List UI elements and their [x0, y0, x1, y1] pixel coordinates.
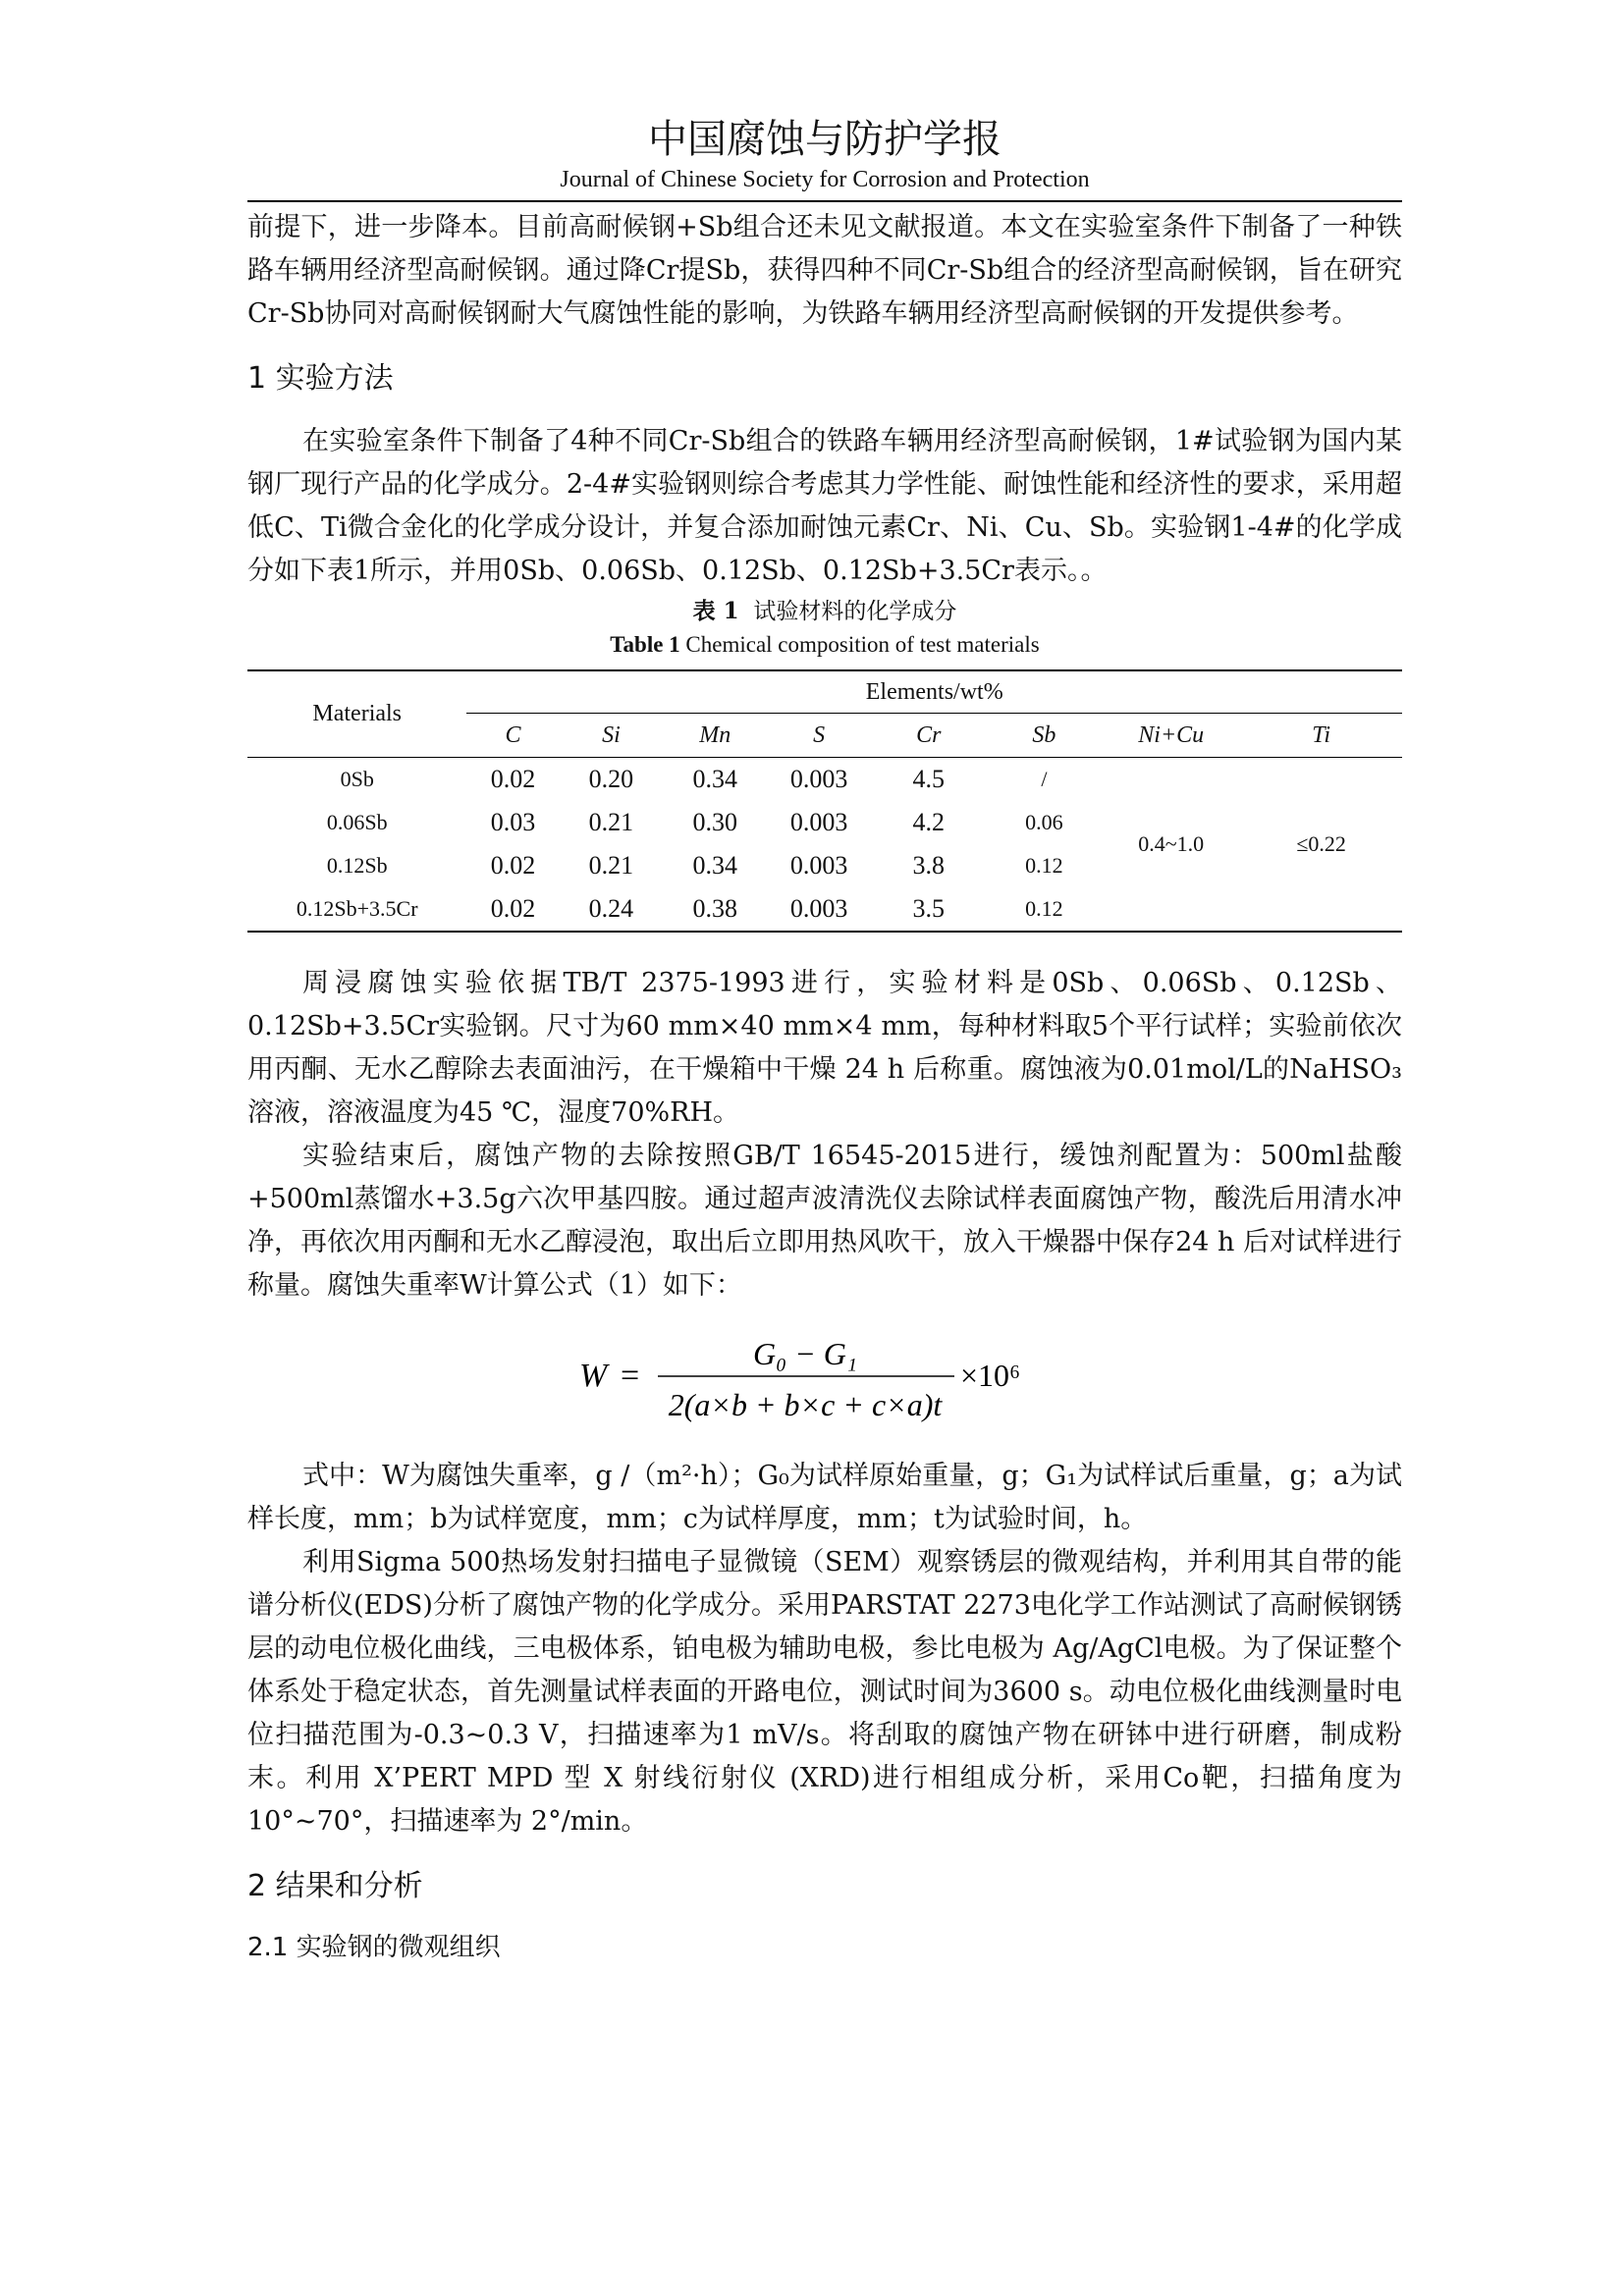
- cell-sb: 0.12: [1025, 853, 1063, 878]
- table-row: [247, 758, 1402, 802]
- col-header-si: Si: [560, 714, 664, 758]
- elements-header: Elements/wt%: [466, 670, 1402, 714]
- page: [247, 110, 1402, 1967]
- cell-c: 0.02: [466, 887, 559, 932]
- table-1-title-en: Chemical composition of test materials: [685, 632, 1040, 657]
- section-1-para-2: 周浸腐蚀实验依据TB/T 2375-1993进行，实验材料是0Sb、0.06Sb、0.12Sb、0.12Sb+3.5Cr实验钢。尺寸为60 mm×40 mm×4 mm，每种材料取5个平行试样；实验前依次用丙酮、无水乙醇除去表面油污，在干燥箱中干燥 24 h 后称重。腐蚀液为0.01mol/L的NaHSO₃溶液，溶液温度为45 ℃，湿度70%RH。: [247, 968, 1402, 1128]
- cell-si: 0.21: [588, 808, 634, 836]
- col-header-s: S: [767, 714, 871, 758]
- cell-mn: 0.34: [692, 765, 737, 793]
- journal-title-en: Journal of Chinese Society for Corrosion and Protection: [560, 167, 1090, 192]
- cell-cr: 4.2: [912, 808, 946, 836]
- intro-paragraph: 前提下，进一步降本。目前高耐候钢+Sb组合还未见文献报道。本文在实验室条件下制备了一种铁路车辆用经济型高耐候钢。通过降Cr提Sb，获得四种不同Cr-Sb组合的经济型高耐候钢，旨在研究Cr-Sb协同对高耐候钢耐大气腐蚀性能的影响，为铁路车辆用经济型高耐候钢的开发提供参考。: [247, 212, 1402, 329]
- cell-material: 0.12Sb: [326, 853, 388, 878]
- formula-lhs: W: [579, 1358, 608, 1394]
- table-1-title-cn: 试验材料的化学成分: [753, 599, 957, 624]
- col-header-sb: Sb: [987, 714, 1103, 758]
- cell-material: 0.12Sb+3.5Cr: [247, 887, 466, 932]
- col-header-ti: Ti: [1240, 714, 1402, 758]
- formula-factor: ×10⁶: [960, 1358, 1021, 1393]
- cell-s: 0.003: [767, 887, 871, 932]
- cell-sb: 0.06: [1025, 810, 1063, 834]
- section-1-para-5: 利用Sigma 500热场发射扫描电子显微镜（SEM）观察锈层的微观结构，并利用其自带的能谱分析仪(EDS)分析了腐蚀产物的化学成分。采用PARSTAT 2273电化学工作站测试了高耐候钢锈层的动电位极化曲线，三电极体系，铂电极为辅助电极，参比电极为 Ag/AgCl电极。为了保证整个体系处于稳定状态，首先测量试样表面的开路电位，测试时间为3600 s。动电位极化曲线测量时电位扫描范围为-0.3~0.3 V，扫描速率为1 mV/s。将刮取的腐蚀产物在研钵中进行研磨，制成粉末。利用 X’PERT MPD 型 X 射线衍射仪 (XRD)进行相组成分析，采用Co靶，扫描角度为 10°~70°，扫描速率为 2°/min。: [247, 1547, 1402, 1837]
- section-1-para-3: 实验结束后，腐蚀产物的去除按照GB/T 16545-2015进行，缓蚀剂配置为：500ml盐酸+500ml蒸馏水+3.5g六次甲基四胺。通过超声波清洗仪去除试样表面腐蚀产物，酸洗后用清水冲净，再依次用丙酮和无水乙醇浸泡，取出后立即用热风吹干，放入干燥器中保存24 h 后对试样进行称量。腐蚀失重率W计算公式（1）如下：: [247, 1141, 1402, 1301]
- cell-s: 0.003: [789, 808, 848, 836]
- section-1-para-1: 在实验室条件下制备了4种不同Cr-Sb组合的铁路车辆用经济型高耐候钢，1#试验钢为国内某钢厂现行产品的化学成分。2-4#实验钢则综合考虑其力学性能、耐蚀性能和经济性的要求，采用超低C、Ti微合金化的化学成分设计，并复合添加耐蚀元素Cr、Ni、Cu、Sb。实验钢1-4#的化学成分如下表1所示，并用0Sb、0.06Sb、0.12Sb、0.12Sb+3.5Cr表示。。: [247, 426, 1402, 586]
- cell-material: 0Sb: [340, 767, 374, 791]
- formula-equals: =: [621, 1358, 640, 1394]
- table-1-label-en: Table 1: [610, 632, 680, 657]
- col-header-c: C: [466, 714, 559, 758]
- cell-cr: 3.5: [871, 887, 987, 932]
- table-1: [247, 669, 1402, 933]
- table-1-caption-cn: [247, 595, 1402, 628]
- header-rule: [247, 200, 1402, 202]
- col-header-nicu: Ni+Cu: [1102, 714, 1240, 758]
- section-1-heading: 1 实验方法: [247, 361, 394, 396]
- section-1-para-4: 式中：W为腐蚀失重率，g /（m²·h）；G₀为试样原始重量，g；G₁为试样试后重量，g；a为试样长度，mm；b为试样宽度，mm；c为试样厚度，mm；t为试验时间，h。: [247, 1461, 1402, 1534]
- cell-material: 0.06Sb: [326, 810, 388, 834]
- cell-sb: /: [1041, 767, 1048, 791]
- subsection-2-1-heading: 2.1 实验钢的微观组织: [247, 1933, 501, 1962]
- col-header-cr: Cr: [871, 714, 987, 758]
- cell-si: 0.20: [588, 765, 634, 793]
- cell-si: 0.21: [588, 851, 634, 880]
- cell-c: 0.02: [490, 851, 536, 880]
- cell-nicu-merged: 0.4~1.0: [1102, 758, 1240, 933]
- table-1-label-cn: 表 1: [692, 598, 739, 624]
- materials-header: Materials: [247, 670, 466, 758]
- formula-numerator: G₀ − G₁: [752, 1336, 858, 1371]
- cell-cr: 4.5: [912, 765, 946, 793]
- formula-denominator: 2(a×b + b×c + c×a)t: [668, 1387, 943, 1422]
- weight-loss-formula: [247, 1325, 1402, 1433]
- cell-mn: 0.30: [692, 808, 737, 836]
- formula-svg: [569, 1325, 1080, 1433]
- col-header-mn: Mn: [663, 714, 767, 758]
- cell-ti-merged: ≤0.22: [1240, 758, 1402, 933]
- table-1-caption-en: [247, 628, 1402, 662]
- cell-si: 0.24: [560, 887, 664, 932]
- section-2-heading: 2 结果和分析: [247, 1869, 423, 1903]
- cell-sb: 0.12: [987, 887, 1103, 932]
- cell-s: 0.003: [789, 851, 848, 880]
- cell-mn: 0.34: [692, 851, 737, 880]
- cell-c: 0.03: [490, 808, 536, 836]
- cell-s: 0.003: [789, 765, 848, 793]
- cell-mn: 0.38: [663, 887, 767, 932]
- cell-cr: 3.8: [912, 851, 946, 880]
- cell-c: 0.02: [490, 765, 536, 793]
- journal-title-cn: 中国腐蚀与防护学报: [648, 117, 1001, 162]
